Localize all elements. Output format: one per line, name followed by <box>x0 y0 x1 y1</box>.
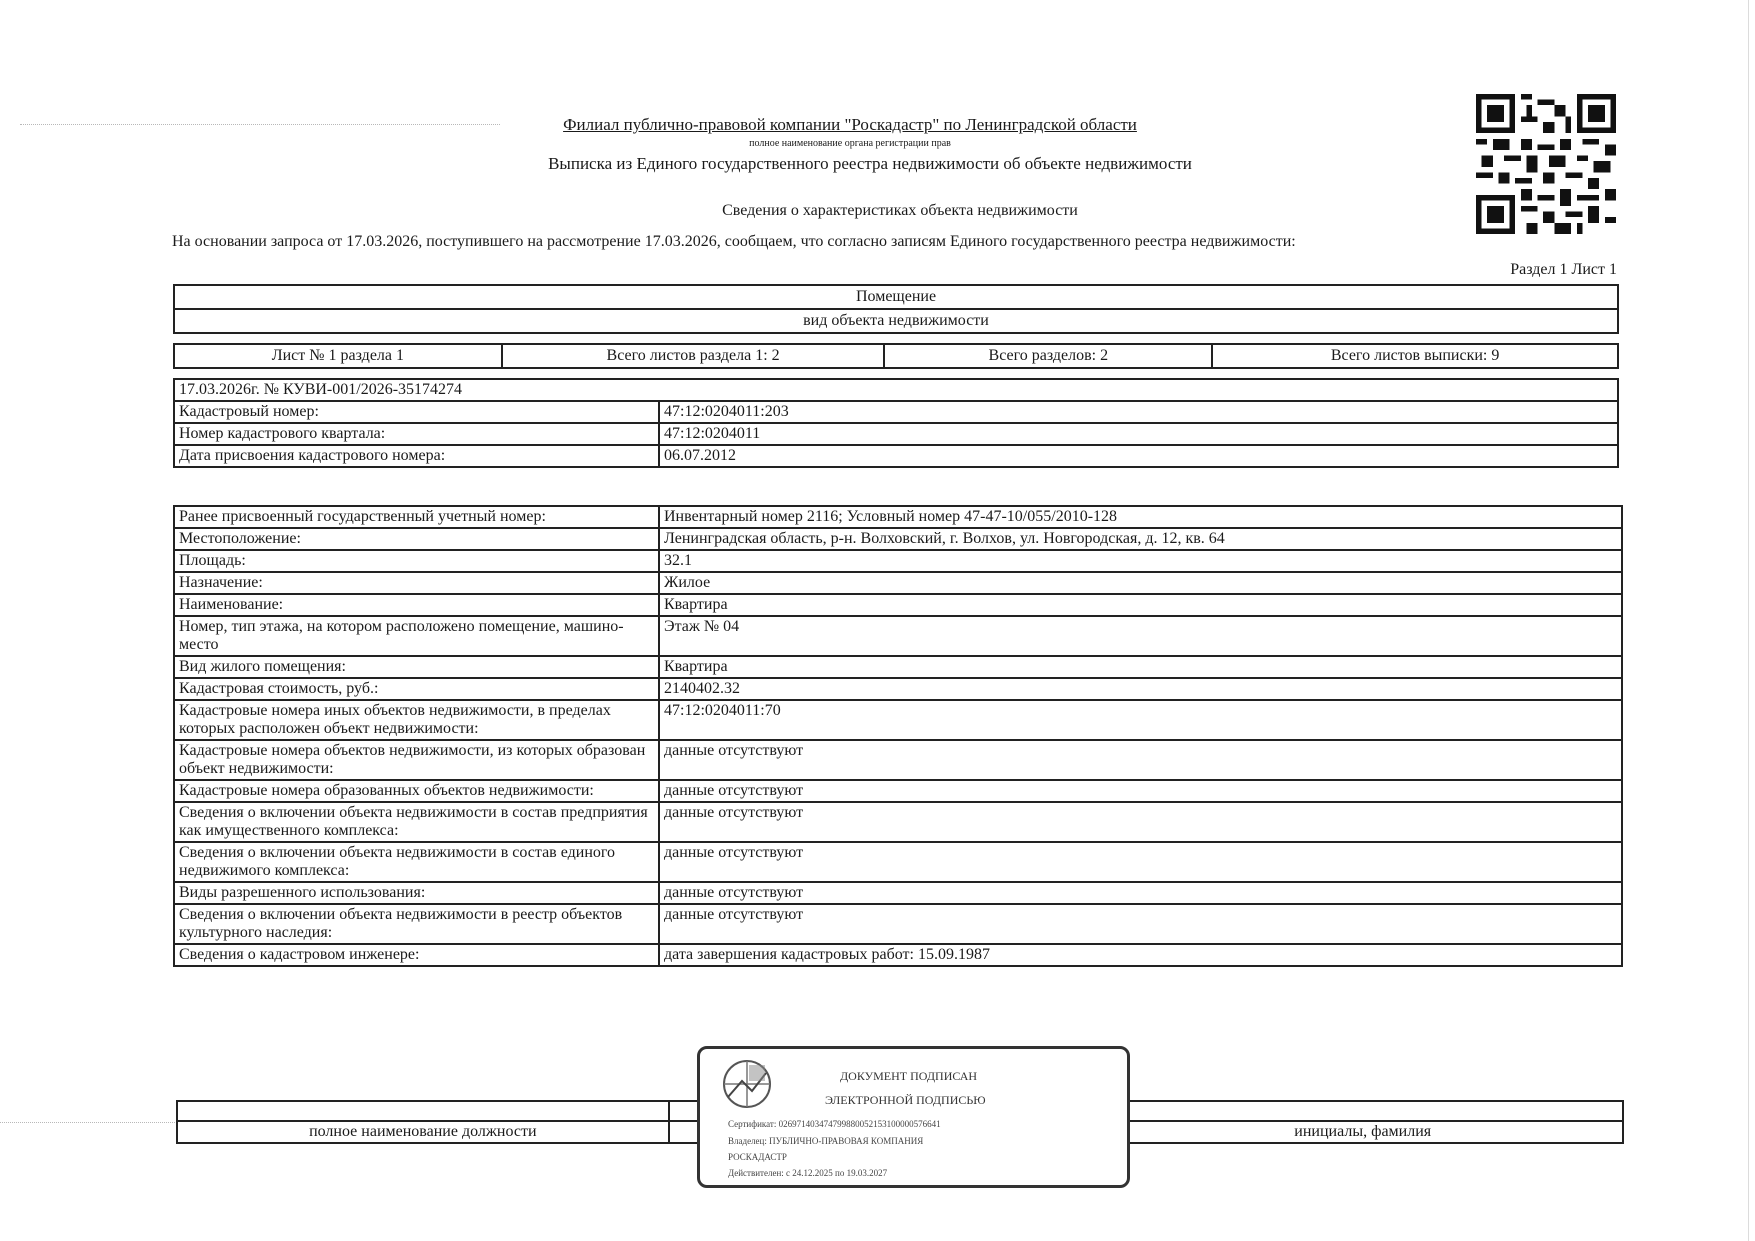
field-label: Номер кадастрового квартала: <box>174 423 659 445</box>
section-sheet-total: Всего листов раздела 1: 2 <box>502 344 885 368</box>
table-row <box>174 594 1622 616</box>
sections-total: Всего разделов: 2 <box>884 344 1212 368</box>
field-value: 47:12:0204011:203 <box>659 401 1618 423</box>
document-title: Выписка из Единого государственного реестра недвижимости об объекте недвижимости <box>548 154 1192 173</box>
name-caption: инициалы, фамилия <box>1102 1121 1623 1143</box>
field-value: данные отсутствуют <box>659 740 1622 780</box>
scan-artifact <box>0 1122 175 1124</box>
position-caption: полное наименование должности <box>177 1121 669 1143</box>
stamp-line-2: ЭЛЕКТРОННОЙ ПОДПИСЬЮ <box>825 1093 986 1107</box>
field-value: Ленинградская область, р-н. Волховский, г. Волхов, ул. Новгородская, д. 12, кв. 64 <box>659 528 1622 550</box>
intro-text: На основании запроса от 17.03.2026, поступившего на рассмотрение 17.03.2026, сообщаем, что согласно записям Единого государственного реестра недвижимости: <box>172 233 1296 250</box>
field-value: Жилое <box>659 572 1622 594</box>
field-label: Назначение: <box>174 572 659 594</box>
field-label: Сведения о включении объекта недвижимости в состав предприятия как имущественного комплекса: <box>174 802 659 842</box>
org-name: Филиал публично-правовой компании "Роскадастр" по Ленинградской области <box>563 115 1137 134</box>
electronic-signature-stamp <box>697 1046 1130 1188</box>
stamp-owner-name: РОСКАДАСТР <box>728 1152 787 1162</box>
table-row <box>174 904 1622 944</box>
field-value: данные отсутствуют <box>659 842 1622 882</box>
field-value: Этаж № 04 <box>659 616 1622 656</box>
field-value: данные отсутствуют <box>659 802 1622 842</box>
field-label: Виды разрешенного использования: <box>174 882 659 904</box>
field-value: дата завершения кадастровых работ: 15.09.1987 <box>659 944 1622 966</box>
field-value: 06.07.2012 <box>659 445 1618 467</box>
table-row <box>174 700 1622 740</box>
section-title: Сведения о характеристиках объекта недвижимости <box>722 202 1078 219</box>
scan-edge <box>1748 0 1749 1241</box>
table-row <box>174 678 1622 700</box>
field-label: Кадастровые номера образованных объектов недвижимости: <box>174 780 659 802</box>
field-label: Сведения о включении объекта недвижимости в реестр объектов культурного наследия: <box>174 904 659 944</box>
field-value: 32.1 <box>659 550 1622 572</box>
field-value: 47:12:0204011:70 <box>659 700 1622 740</box>
table-row <box>174 550 1622 572</box>
field-value: данные отсутствуют <box>659 882 1622 904</box>
table-row <box>174 616 1622 656</box>
field-label: Площадь: <box>174 550 659 572</box>
field-label: Сведения о включении объекта недвижимости в состав единого недвижимого комплекса: <box>174 842 659 882</box>
org-caption: полное наименование органа регистрации прав <box>749 138 951 149</box>
rosreestr-logo-icon <box>722 1059 772 1109</box>
field-label: Сведения о кадастровом инженере: <box>174 944 659 966</box>
field-value: Инвентарный номер 2116; Условный номер 47-47-10/055/2010-128 <box>659 506 1622 528</box>
field-value: 2140402.32 <box>659 678 1622 700</box>
extract-sheet-total: Всего листов выписки: 9 <box>1212 344 1618 368</box>
table-row <box>174 528 1622 550</box>
section-reference: Раздел 1 Лист 1 <box>1510 261 1617 278</box>
field-label: Кадастровый номер: <box>174 401 659 423</box>
table-row <box>174 445 1618 467</box>
stamp-certificate: Сертификат: 026971403474799880052153100000576641 <box>728 1119 941 1129</box>
characteristics-table <box>173 505 1623 967</box>
table-row <box>174 842 1622 882</box>
object-type-table <box>173 284 1619 334</box>
table-row <box>174 506 1622 528</box>
stamp-validity: Действителен: с 24.12.2025 по 19.03.2027 <box>728 1168 888 1178</box>
table-row <box>174 780 1622 802</box>
identification-table <box>173 378 1619 468</box>
table-row <box>174 944 1622 966</box>
field-value: Квартира <box>659 656 1622 678</box>
table-row <box>174 802 1622 842</box>
field-value: данные отсутствуют <box>659 780 1622 802</box>
field-label: Кадастровая стоимость, руб.: <box>174 678 659 700</box>
field-value: 47:12:0204011 <box>659 423 1618 445</box>
field-label: Номер, тип этажа, на котором расположено помещение, машино-место <box>174 616 659 656</box>
field-label: Кадастровые номера иных объектов недвижимости, в пределах которых расположен объект недвижимости: <box>174 700 659 740</box>
field-label: Вид жилого помещения: <box>174 656 659 678</box>
table-row <box>174 740 1622 780</box>
table-row <box>174 882 1622 904</box>
qr-code-icon <box>1476 94 1616 234</box>
field-label: Ранее присвоенный государственный учетный номер: <box>174 506 659 528</box>
field-label: Кадастровые номера объектов недвижимости, из которых образован объект недвижимости: <box>174 740 659 780</box>
field-label: Наименование: <box>174 594 659 616</box>
table-row <box>174 423 1618 445</box>
field-value: данные отсутствуют <box>659 904 1622 944</box>
object-type-caption: вид объекта недвижимости <box>174 309 1618 333</box>
request-number: 17.03.2026г. № КУВИ-001/2026-35174274 <box>174 379 1618 401</box>
field-label: Местоположение: <box>174 528 659 550</box>
table-row <box>174 656 1622 678</box>
field-value: Квартира <box>659 594 1622 616</box>
table-row <box>174 572 1622 594</box>
stamp-owner: Владелец: ПУБЛИЧНО-ПРАВОВАЯ КОМПАНИЯ <box>728 1136 924 1146</box>
table-row <box>174 401 1618 423</box>
sheet-number: Лист № 1 раздела 1 <box>174 344 502 368</box>
object-type: Помещение <box>174 285 1618 309</box>
sheets-table <box>173 343 1619 369</box>
stamp-line-1: ДОКУМЕНТ ПОДПИСАН <box>840 1069 978 1083</box>
field-label: Дата присвоения кадастрового номера: <box>174 445 659 467</box>
